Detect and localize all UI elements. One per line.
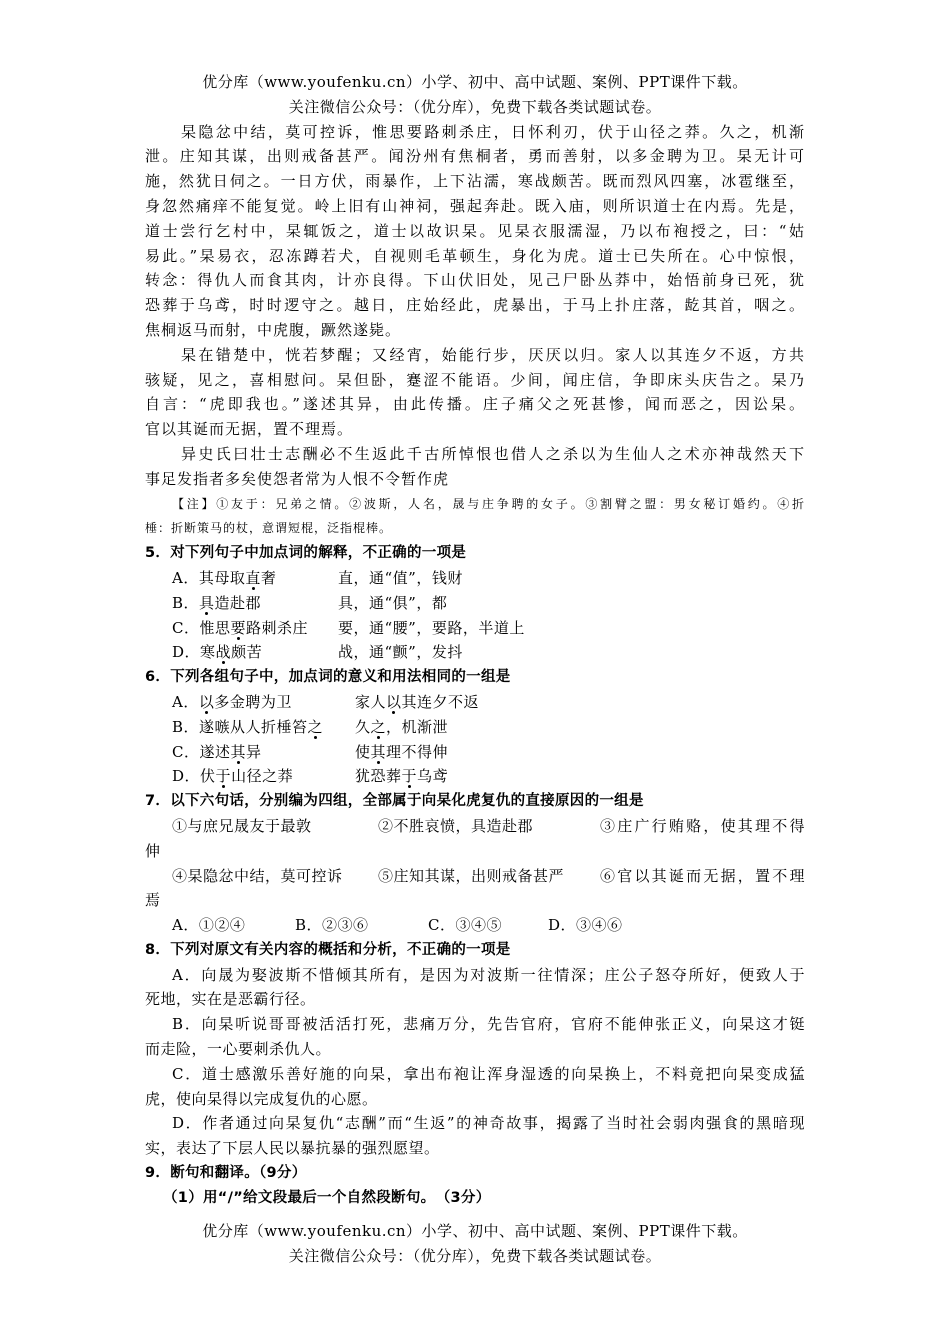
site-header-line-2: 关注微信公众号：（优分库），免费下载各类试题试卷。 [288,97,662,116]
q5-option-a-explanation: 直，通“值”，钱财 [338,568,463,587]
q5-option-b-explanation: 具，通“俱”，都 [338,593,448,612]
passage-p3-line: 异史氏曰壮士志酬必不生返此千古所悼恨也借人之杀以为生仙人之术亦神哉然天下 [181,444,805,463]
emphasis-dot-char: 于 [401,767,418,786]
q7-choices [145,913,805,938]
emphasis-dot-char: 具 [199,593,215,612]
option-label: A． [172,568,199,587]
sentence-text: 颇苦 [231,643,263,662]
q6-option-b-right [355,715,448,740]
passage-p1-line: 施，然犹日伺之。一日方伏，雨暴作，上下沾濡，寒战颇苦。既而烈风四塞，冰雹继至， [145,172,805,191]
site-footer [145,1219,805,1269]
emphasis-dot-char: 直 [245,568,261,587]
emphasis-dot-char: 于 [215,767,232,786]
q6-option-c [145,740,805,765]
question-8-title: 8．下列对原文有关内容的概括和分析，不正确的一项是 [145,941,511,958]
q5-option-c [145,616,805,641]
passage-p1-line: 转念：得仇人而食其肉，计亦良得。下山伏旧处，见己尸卧丛莽中，始悟前身已死，犹 [145,271,805,290]
q7-choice-a: A．①②④ [172,916,246,935]
q5-option-d-explanation: 战，通“颤”，发抖 [338,643,463,662]
sentence-text: 山径之莽 [231,767,294,786]
q8-option-b-line-2: 而走险，一心要刺杀仇人。 [145,1040,332,1059]
site-footer-line-2: 关注微信公众号：（优分库），免费下载各类试题试卷。 [288,1247,662,1265]
q6-option-a-right [355,690,479,715]
q7-choice-b: B．②③⑥ [295,916,369,935]
emphasis-dot-char: 以 [386,692,402,711]
sentence-text: 奢 [260,568,277,587]
passage-p2-line: 自言：“虎即我也。”遂述其异，由此传播。庄子痛父之死甚惨，闻而恶之，因讼杲。 [145,395,805,414]
sentence-text: 造赴郡 [214,593,262,612]
passage [145,120,805,492]
q7-statement-2: ②不胜哀愤，具造赴郡 [378,816,534,835]
option-label: B． [172,593,200,612]
passage-p1-line: 恐葬于乌鸢，时时逻守之。越日，庄始经此，虎暴出，于马上扑庄落，龁其首，咽之。 [145,296,805,315]
sentence-text: 犹恐葬 [355,767,402,786]
emphasis-dot-char: 以 [198,692,215,711]
passage-p1-line: 身忽然痛痒不能复觉。岭上旧有山神祠，强起奔赴。既入庙，则所识道士在内焉。先是， [145,196,805,215]
q8-option-b-line-1: B．向杲听说哥哥被活活打死，悲痛万分，先告官府，官府不能伸张正义，向杲这才铤 [172,1015,805,1034]
site-footer-line-1: 优分库（www.youfenku.cn）小学、初中、高中试题、案例、PPT课件下载。 [202,1222,748,1240]
passage-p2-line: 官以其诞而无据，置不理焉。 [145,420,354,439]
sentence-text: 遂嗾从人折棰笞 [199,717,308,736]
sentence-text: 其母取 [198,568,246,587]
q5-option-c-explanation: 要，通“腰”，要路，半道上 [338,618,525,637]
option-label: D． [172,643,201,662]
sentence-text: 伏 [200,767,216,786]
emphasis-dot-char: 之 [370,717,387,736]
q7-statement-6-continued: 焉 [145,891,161,910]
option-label: C． [172,618,200,637]
question-9-title: 9．断句和翻译。（9分） [145,1165,307,1182]
emphasis-dot-char: 之 [307,717,324,736]
q7-statement-3-continued: 伸 [145,841,161,860]
q6-option-b-left [172,715,355,740]
passage-p3-line: 事足发指者多矣使怨者常为人恨不令暂作虎 [145,469,450,488]
q8-option-a-line-2: 死地，实在是恶霸行径。 [145,990,316,1009]
q8-option-d-line-1: D．作者通过向杲复仇“志酬”而“生返”的神奇故事，揭露了当时社会弱肉强食的黑暗现 [172,1114,805,1133]
q5-option-a [145,566,805,591]
sentence-text: 使 [355,742,371,761]
question-8 [145,938,805,1161]
sentence-text: 惟思 [199,618,231,637]
sentence-text: 久 [355,717,371,736]
q7-choice-c: C．③④⑤ [428,916,502,935]
question-7 [145,789,805,938]
sentence-text: 多金聘为卫 [214,692,292,711]
passage-p1-line: 泄。庄知其谋，出则戒备甚严。闻汾州有焦桐者，勇而善射，以多金聘为卫。杲无计可 [145,147,805,166]
sentence-text: 异 [246,742,262,761]
q8-option-c-line-2: 虎，使向杲得以完成复仇的心愿。 [145,1089,378,1108]
sentence-text: ，机渐泄 [386,717,449,736]
q8-option-d-line-2: 实，表达了下层人民以暴抗暴的强烈愿望。 [145,1139,440,1158]
sentence-text: 家人 [355,692,387,711]
emphasis-dot-char: 其 [370,742,387,761]
question-6-title: 6．下列各组句子中，加点词的意义和用法相同的一组是 [145,669,511,686]
q6-option-d-right [355,764,448,789]
emphasis-dot-char: 要 [230,618,247,637]
passage-p1-line: 杲隐忿中结，莫可控诉，惟思要路刺杀庄，日怀利刃，伏于山径之莽。久之，机渐 [181,122,805,141]
option-label: A． [172,692,199,711]
q7-statement-3: ③庄广行贿赂，使其理不得 [600,816,805,835]
q7-statement-1: ①与庶兄晟友于最敦 [172,816,312,835]
q6-option-b [145,715,805,740]
q5-option-d-sentence [172,640,338,665]
q7-statement-4: ④杲隐忿中结，莫可控诉 [172,866,343,885]
question-7-title: 7．以下六句话，分别编为四组，全部属于向杲化虎复仇的直接原因的一组是 [145,793,644,810]
q8-option-c-line-1: C．道士感激乐善好施的向杲，拿出布袍让浑身湿透的向杲换上，不料竟把向杲变成猛 [172,1064,805,1083]
passage-p2-line: 骇疑，见之，喜相慰问。杲但卧，蹇涩不能语。少间，闻庄信，争即床头庆告之。杲乃 [145,370,805,389]
passage-p1-line: 易此。”杲易衣，忍冻蹲若犬，自视则毛革顿生，身化为虎。道士已失所在。心中惊恨， [145,246,805,265]
q7-statements-row-1 [145,814,805,839]
q5-option-c-sentence [172,616,338,641]
exam-page-content [145,70,805,1211]
q5-option-a-sentence [172,566,338,591]
q6-option-c-right [355,740,448,765]
passage-p1-line: 道士尝行乞村中，杲辄饭之，道士以故识杲。见杲衣服濡湿，乃以布袍授之，曰：“姑 [145,221,805,240]
emphasis-dot-char: 其 [230,742,247,761]
q7-statement-6: ⑥官以其诞而无据，置不理 [600,866,805,885]
question-6 [145,665,805,789]
note-line: 棰：折断策马的杖，意谓短棍，泛指棍棒。 [145,521,393,536]
question-5-title: 5．对下列句子中加点词的解释，不正确的一项是 [145,545,467,562]
q7-statements-row-2 [145,864,805,889]
annotation-note [145,492,805,542]
q6-option-d-left [172,764,355,789]
note-line: 【注】①友于：兄弟之情。②波斯，人名，晟与庄争聘的女子。③割臂之盟：男女秘订婚约。④折 [172,496,805,511]
passage-p1-line: 焦桐返马而射，中虎腹，蹶然遂毙。 [145,320,402,339]
question-9-part-1: （1）用“/”给文段最后一个自然段断句。 （3分） [163,1189,491,1206]
option-label: D． [172,767,201,786]
q7-statement-5: ⑤庄知其谋，出则戒备甚严 [378,866,565,885]
q6-option-a-left [172,690,355,715]
question-9 [145,1161,805,1211]
q5-option-b [145,591,805,616]
option-label: B． [172,717,200,736]
q6-option-c-left [172,740,355,765]
q5-option-d [145,640,805,665]
q6-option-d [145,764,805,789]
sentence-text: 理不得伸 [386,742,449,761]
sentence-text: 乌鸢 [417,767,449,786]
passage-p2-line: 杲在错楚中，恍若梦醒；又经宵，始能行步，厌厌以归。家人以其连夕不返，方共 [181,345,805,364]
q7-choice-d: D．③④⑥ [548,916,623,935]
sentence-text: 路刺杀庄 [246,618,309,637]
sentence-text: 其连夕不返 [401,692,480,711]
sentence-text: 遂述 [199,742,231,761]
q5-option-b-sentence [172,591,338,616]
site-header-line-1: 优分库（www.youfenku.cn）小学、初中、高中试题、案例、PPT课件下载。 [202,73,748,91]
sentence-text: 寒 [200,643,216,662]
q6-option-a [145,690,805,715]
q8-option-a-line-1: A．向晟为娶波斯不惜倾其所有，是因为对波斯一往情深；庄公子怒夺所好，便致人于 [172,965,805,984]
option-label: C． [172,742,200,761]
emphasis-dot-char: 战 [215,643,232,662]
question-5 [145,541,805,665]
